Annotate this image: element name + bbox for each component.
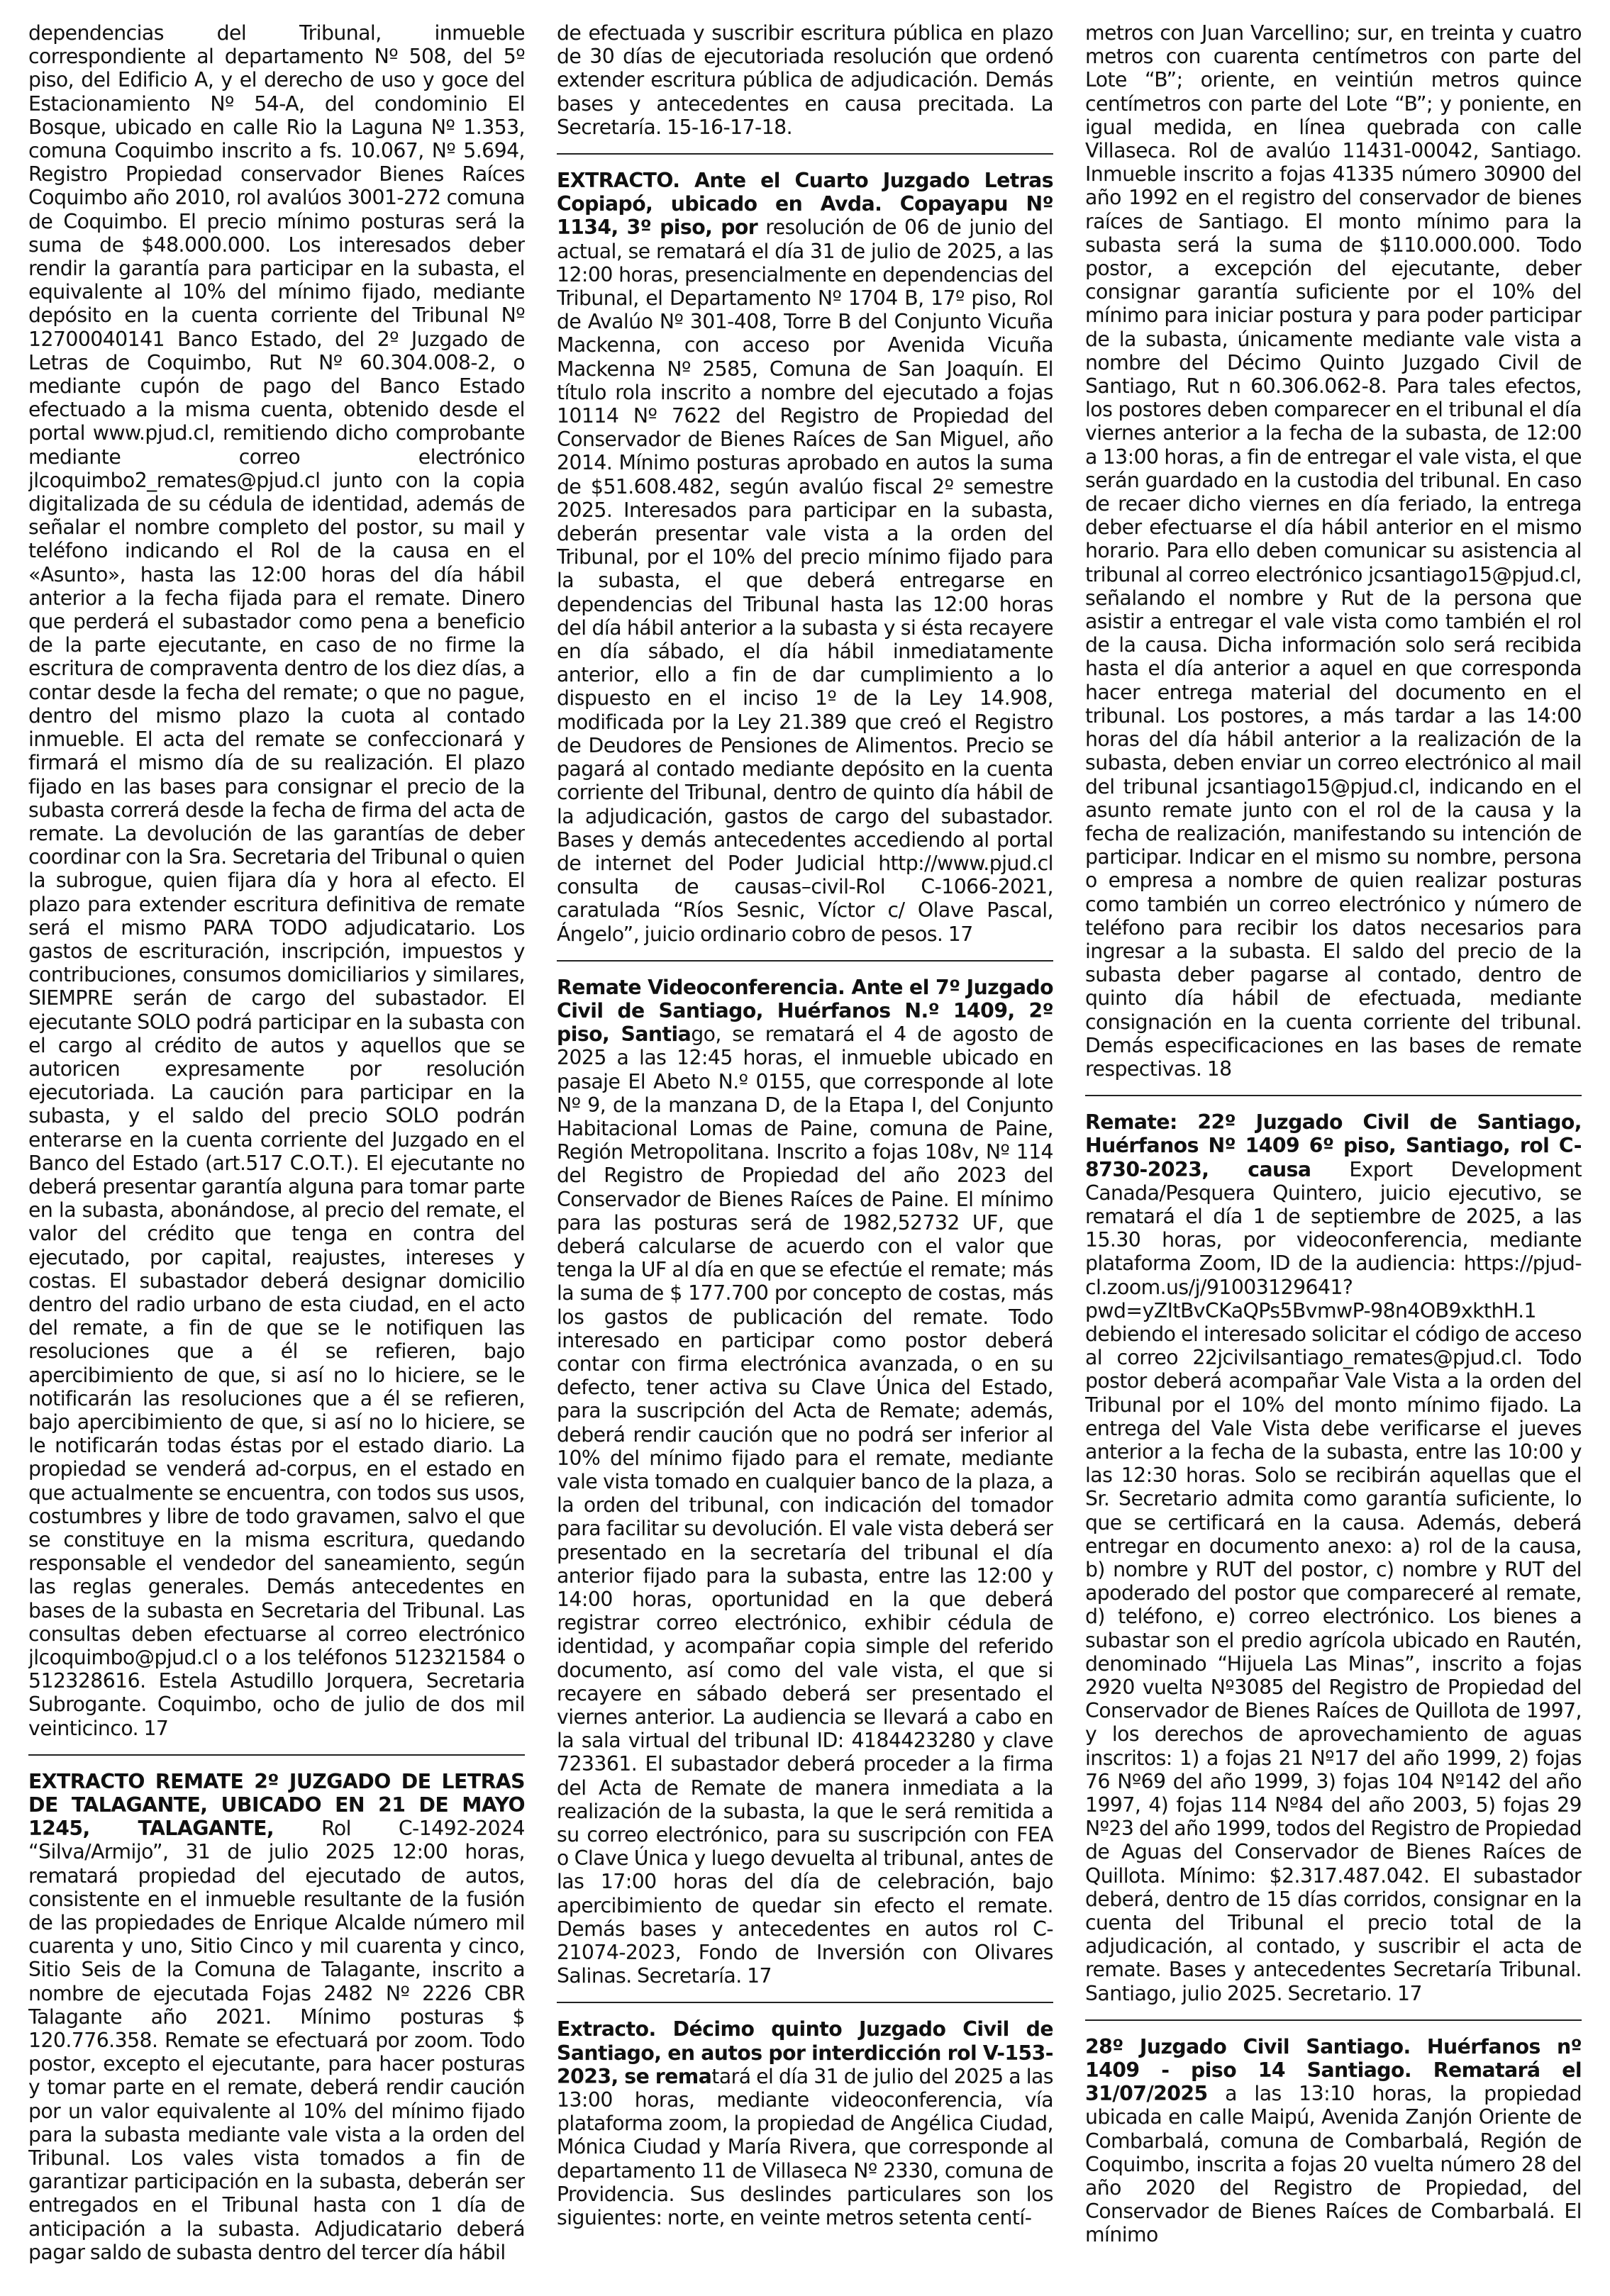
notice-body: resolución de 06 de junio del actual, se rematará el día 31 de julio de 2025, a las 12:00 horas, presencialmente en dependencias del Tribunal, el Departamento Nº 1704 B, 17º piso, Rol de Avalúo Nº 301-408, Torre B del Conjunto Vicuña Mackenna, con acceso por Avenida Vicuña Mackenna Nº 2585, Comuna de San Joaquín. El título rola inscrito a nombre del ejecutado a fojas 10114 Nº 7622 del Registro de Propiedad del Conservador de Bienes Raíces de San Miguel, año 2014. Mínimo posturas aprobado en autos la suma de $51.608.482, según avalúo fiscal 2º semestre 2025. Interesados para participar en la subasta, deberán presentar vale vista a la orden del Tribunal, por el 10% del precio mínimo fijado para la subasta, el que deberá entregarse en dependencias del Tribunal hasta las 12:00 horas del día hábil anterior a la subasta y si ésta recayere en día sábado, el día hábil inmediatamente anterior, ello a fin de dar cumplimiento a lo dispuesto en el inciso 1º de la Ley 14.908, modificada por la Ley 21.389 que creó el Registro de Deudores de Pensiones de Alimentos. Precio se pagará al contado mediante depósito en la cuenta corriente del Tribunal, dentro de quinto día hábil de la adjudicación, gastos de cargo del subastador. Bases y demás antecedentes accediendo al portal de internet del Poder Judicial http://www.pjud.cl consulta de causas–civil-Rol C-1066-2021, caratulada “Ríos Sesnic, Víctor c/ Olave Pascal, Ángelo”, juicio ordinario cobro de pesos. 17 [557, 216, 1053, 946]
notice-continuation [557, 21, 1053, 139]
notice-heading: Remate: 22º Juzgado Civil de Santiago, Huérfanos Nº 1409 6º piso, Santiago, rol C-8730-2023, causa [1085, 1110, 1582, 1181]
column-2 [557, 21, 1053, 2290]
columns [28, 21, 1582, 2290]
notice-15-juzgado [557, 2017, 1053, 2229]
notice-body: a las 13:10 horas, la propiedad ubicada en calle Maipú, Avenida Zanjón Oriente de Combarbalá, comuna de Combarbalá, Región de Coquimbo, inscrita a fojas 20 vuelta número 28 del año 2020 del Registro de Propiedad, del Conservador de Bienes Raíces de Combarbalá. El mínimo [1085, 2082, 1582, 2247]
notice-body: go, se rematará el 4 de agosto de 2025 a las 12:45 horas, el inmueble ubicado en pasaje El Abeto N.º 0155, que corresponde al lote Nº 9, de la manzana D, de la Etapa I, del Conjunto Habitacional Lomas de Paine, comuna de Paine, Región Metropolitana. Inscrito a fojas 108v, Nº 114 del Registro de Propiedad del año 2023 del Conservador de Bienes Raíces de Paine. El mínimo para las posturas será de 1982,52732 UF, que deberá calcularse de acuerdo con el valor que tenga la UF al día en que se efectúe el remate; más la suma de $ 177.700 por concepto de costas, más los gastos de publicación del remate. Todo interesado en participar como postor deberá contar con firma electrónica avanzada, o en su defecto, tener activa su Clave Única del Estado, para la suscripción del Acta de Remate; además, deberá rendir caución que no podrá ser inferior al 10% del mínimo fijado para el remate, mediante vale vista tomado en cualquier banco de la plaza, a la orden del tribunal, con indicación del tomador para facilitar su devolución. El vale vista deberá ser presentado en la secretaría del tribunal el día anterior fijado para la subasta, entre las 12:00 y 14:00 horas, oportunidad en la que deberá registrar correo electrónico, exhibir cédula de identidad, y acompañar copia simple del referido documento, así como del vale vista, el que si recayere en sábado deberá ser presentado el viernes anterior. La audiencia se llevará a cabo en la sala virtual del tribunal ID: 4184423280 y clave 723361. El subastador deberá proceder a la firma del Acta de Remate de manera inmediata a la realización de la subasta, la que le será remitida a su correo electrónico, para su suscripción con FEA o Clave Única y luego devuelta al tribunal, antes de las 17:00 horas del día de celebración, bajo apercibimiento de quedar sin efecto el remate. Demás bases y antecedentes en autos rol C-21074-2023, Fondo de Inversión con Olivares Salinas. Secretaría. 17 [557, 1022, 1053, 1988]
notice-divider [1085, 2019, 1582, 2021]
notice-heading: EXTRACTO. Ante el Cuarto Juzgado Letras Copiapó, ubicado en Avda. Copayapu Nº 1134, 3º piso, por [557, 169, 1053, 240]
notice-body: metros con Juan Varcellino; sur, en treinta y cuatro metros con cuarenta centímetros con parte del Lote “B”; oriente, en veintiún metros quince centímetros con parte del Lote “B”; y poniente, en igual medida, en línea quebrada con calle Villaseca. Rol de avalúo 11431-00042, Santiago. Inmueble inscrito a fojas 41335 número 30900 del año 1992 en el registro del conservador de bienes raíces de Santiago. El monto mínimo para la subasta será la suma de $110.000.000. Todo postor, a excepción del ejecutante, deber consignar garantía suficiente por el 10% del mínimo para iniciar postura y para poder participar de la subasta, únicamente mediante vale vista a nombre del Décimo Quinto Juzgado Civil de Santiago, Rut n 60.306.062-8. Para tales efectos, los postores deben comparecer en el tribunal el día viernes anterior a la fecha de la subasta, de 12:00 a 13:00 horas, a fin de entregar el vale vista, el que serán guardado en la custodia del tribunal. En caso de recaer dicho viernes en día feriado, la entrega deber efectuarse el día hábil anterior en el mismo horario. Para ello deben comunicar su asistencia al tribunal al correo electrónico jcsantiago15@pjud.cl, señalando el nombre y Rut de la persona que asistir a entregar el vale vista como también el rol de la causa. Dicha información solo será recibida hasta el día anterior a aquel en que corresponda hacer entrega material del documento en el tribunal. Los postores, a más tardar a las 14:00 horas del día hábil anterior a la realización de la subasta, deben enviar un correo electrónico al mail del tribunal jcsantiago15@pjud.cl, indicando en el asunto remate junto con el rol de la causa y la fecha de realización, manifestando su intención de participar. Indicar en el mismo su nombre, persona o empresa a nombre de quien realizar posturas como también un correo electrónico y número de teléfono para recibir los datos necesarios para ingresar a la subasta. El saldo del precio de la subasta deber pagarse al contado, dentro de quinto día hábil de efectuada, mediante consignación en la cuenta corriente del tribunal. Demás especificaciones en las bases de remate respectivas. 18 [1085, 21, 1582, 1081]
notice-divider [557, 2002, 1053, 2003]
notice-divider [557, 960, 1053, 962]
notice-body: Export Development Canada/Pesquera Quintero, juicio ejecutivo, se rematará el día 1 de septiembre de 2025, a las 15.30 horas, por videoconferencia, mediante plataforma Zoom, ID de la audiencia: https://pjud-cl.zoom.us/j/91003129641?pwd=yZItBvCKaQPs5BvmwP-98n4OB9xkthH.1 debiendo el interesado solicitar el código de acceso al correo 22jcivilsantiago_remates@pjud.cl. Todo postor deberá acompañar Vale Vista a la orden del Tribunal por el 10% del monto mínimo fijado. La entrega del Vale Vista debe verificarse el jueves anterior a la fecha de la subasta, entre las 10:00 y las 12:30 horas. Solo se recibirán aquellas que el Sr. Secretario admita como garantía suficiente, lo que se certificará en la causa. Además, deberá entregar en documento anexo: a) rol de la causa, b) nombre y RUT del postor, c) nombre y RUT del apoderado del postor que compareceré al remate, d) teléfono, e) correo electrónico. Los bienes a subastar son el predio agrícola ubicado en Rautén, denominado “Hijuela Las Minas”, inscrito a fojas 2920 vuelta Nº3085 del Registro de Propiedad del Conservador de Bienes Raíces de Quillota de 1997, y los derechos de aprovechamiento de aguas inscritos: 1) a fojas 21 Nº17 del año 1999, 2) fojas 76 Nº69 del año 1999, 3) fojas 104 Nº142 del año 1997, 4) fojas 114 Nº84 del año 2003, 5) fojas 29 Nº23 del año 1999, todos del Registro de Propiedad de Aguas del Conservador de Bienes Raíces de Quillota. Mínimo: $2.317.487.042. El subastador deberá, dentro de 15 días corridos, consignar en la cuenta del Tribunal el precio total de la adjudicación, al contado, y suscribir el acta de remate. Bases y antecedentes Secretaría Tribunal. Santiago, julio 2025. Secretario. 17 [1085, 1157, 1582, 2005]
column-3 [1085, 21, 1582, 2290]
notice-divider [1085, 1095, 1582, 1096]
notice-body: dependencias del Tribunal, inmueble correspondiente al departamento Nº 508, del 5º piso, del Edificio A, y el derecho de uso y goce del Estacionamiento Nº 54-A, del condominio El Bosque, ubicado en calle Rio la Laguna Nº 1.353, comuna Coquimbo inscrito a fs. 10.067, Nº 5.694, Registro Propiedad conservador Bienes Raíces Coquimbo año 2010, rol avalúos 3001-272 comuna de Coquimbo. El precio mínimo posturas será la suma de $48.000.000. Los interesados deber rendir la garantía para participar en la subasta, el equivalente al 10% del mínimo fijado, mediante depósito en la cuenta corriente del Tribunal Nº 12700040141 Banco Estado, del 2º Juzgado de Letras de Coquimbo, Rut Nº 60.304.008-2, o mediante cupón de pago del Banco Estado efectuado a la misma cuenta, obtenido desde el portal www.pjud.cl, remitiendo dicho comprobante mediante correo electrónico jlcoquimbo2_remates@pjud.cl junto con la copia digitalizada de su cédula de identidad, además de señalar el nombre completo del postor, su mail y teléfono indicando el Rol de la causa en el «Asunto», hasta las 12:00 horas del día hábil anterior a la fecha fijada para el remate. Dinero que perderá el subastador como pena a beneficio de la parte ejecutante, en caso de no firme la escritura de compraventa dentro de los diez días, a contar desde la fecha del remate; o que no pague, dentro del mismo plazo la cuota al contado inmueble. El acta del remate se confeccionará y firmará el mismo día de su realización. El plazo fijado en las bases para consignar el precio de la subasta correrá desde la fecha de firma del acta de remate. La devolución de las garantías de deber coordinar con la Sra. Secretaria del Tribunal o quien la subrogue, quien fijara día y hora al efecto. El plazo para extender escritura definitiva de remate será el mismo PARA TODO adjudicatario. Los gastos de escrituración, inscripción, impuestos y contribuciones, consumos domiciliarios y similares, SIEMPRE serán de cargo del subastador. El ejecutante SOLO podrá participar en la subasta con el cargo al crédito de autos y aquellos que se autoricen expresamente por resolución ejecutoriada. La caución para participar en la subasta, y el saldo del precio SOLO podrán enterarse en la cuenta corriente del Juzgado en el Banco del Estado (art.517 C.O.T.). El ejecutante no deberá presentar garantía alguna para tomar parte en la subasta, abonándose, al precio del remate, el valor del crédito que tenga en contra del ejecutado, por capital, reajustes, intereses y costas. El subastador deberá designar domicilio dentro del radio urbano de esta ciudad, en el acto del remate, a fin de que se le notifiquen las resoluciones que a él se refieren, bajo apercibimiento de que, si así no lo hiciere, se le notificarán las resoluciones que a él se refieren, bajo apercibimiento de que, si así no lo hiciere, se le notificarán todas éstas por el estado diario. La propiedad se venderá ad-corpus, en el estado en que actualmente se encuentra, con todos sus usos, costumbres y libre de todo gravamen, salvo el que se constituye en la misma escritura, quedando responsable el vendedor del saneamiento, según las reglas generales. Demás antecedentes en bases de la subasta en Secretaria del Tribunal. Las consultas deben efectuarse al correo electrónico jlcoquimbo@pjud.cl o a los teléfonos 512321584 o 512328616. Estela Astudillo Jorquera, Secretaria Subrogante. Coquimbo, ocho de julio de dos mil veinticinco. 17 [28, 21, 525, 1740]
notice-body: Rol C-1492-2024 “Silva/Armijo”, 31 de julio 2025 12:00 horas, rematará propiedad del ejecutado de autos, consistente en el inmueble resultante de la fusión de las propiedades de Enrique Alcalde número mil cuarenta y uno, Sitio Cinco y mil cuarenta y cinco, Sitio Seis de la Comuna de Talagante, inscrito a nombre de ejecutada Fojas 2482 Nº 2226 CBR Talagante año 2021. Mínimo posturas $ 120.776.358. Remate se efectuará por zoom. Todo postor, excepto el ejecutante, para hacer posturas y tomar parte en el remate, deberá rendir caución por un valor equivalente al 10% del mínimo fijado para la subasta mediante vale vista a la orden del Tribunal. Los vales vista tomados a fin de garantizar participación en la subasta, deberán ser entregados en el Tribunal hasta con 1 día de anticipación a la subasta. Adjudicatario deberá pagar saldo de subasta dentro del tercer día hábil [28, 1817, 525, 2264]
notice-divider [28, 1754, 525, 1756]
notice-coquimbo [28, 21, 525, 1740]
notice-22-juzgado [1085, 1110, 1582, 2005]
notice-heading: Extracto. Décimo quinto Juzgado Civil de Santiago, en autos por interdicción rol V-153-2023, se rema [557, 2017, 1053, 2088]
notice-heading: 28º Juzgado Civil Santiago. Huérfanos nº 1409 - piso 14 Santiago. Rematará el 31/07/2025 [1085, 2034, 1582, 2106]
notice-heading: EXTRACTO REMATE 2º JUZGADO DE LETRAS DE TALAGANTE, UBICADO EN 21 DE MAYO 1245, TALAGANTE, [28, 1769, 525, 1841]
notice-talagante [28, 1770, 525, 2264]
notice-copiapo [557, 169, 1053, 946]
notice-heading: Remate Videoconferencia. Ante el 7º Juzgado Civil de Santiago, Huérfanos N.º 1409, 2º piso, Santia [557, 975, 1053, 1047]
column-1 [28, 21, 525, 2290]
notice-body: de efectuada y suscribir escritura pública en plazo de 30 días de ejecutoriada resolución que ordenó extender escritura pública de adjudicación. Demás bases y antecedentes en causa precitada. La Secretaría. 15-16-17-18. [557, 21, 1053, 139]
notice-28-juzgado [1085, 2035, 1582, 2247]
notice-body: tará el día 31 de julio del 2025 a las 13:00 horas, mediante videoconferencia, vía plataforma zoom, la propiedad de Angélica Ciudad, Mónica Ciudad y María Rivera, que corresponde al departamento 11 de Villaseca Nº 2330, comuna de Providencia. Sus deslindes particulares son los siguientes: norte, en veinte metros setenta centí- [557, 2064, 1053, 2230]
notice-15-juzgado-continuation [1085, 21, 1582, 1081]
notice-7-juzgado [557, 976, 1053, 1988]
notice-divider [557, 153, 1053, 155]
